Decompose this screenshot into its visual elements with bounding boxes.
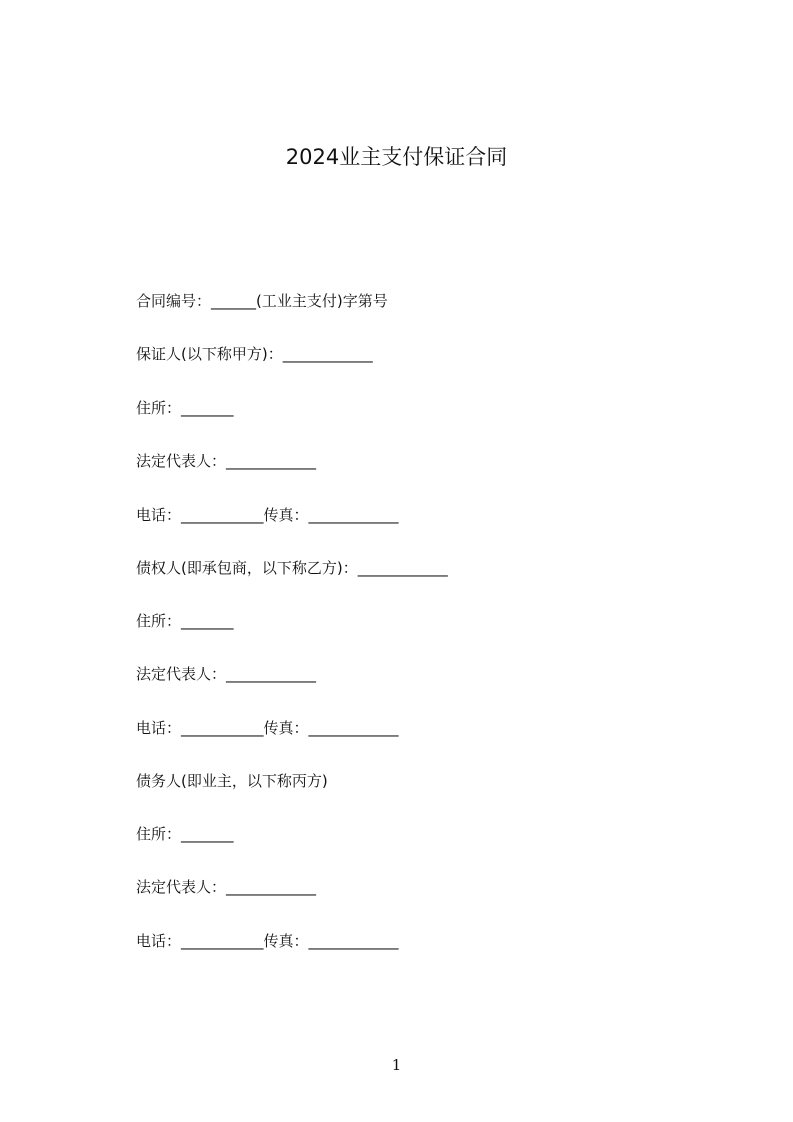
guarantor-representative-line: 法定代表人：____________ <box>136 452 317 470</box>
debtor-representative-line: 法定代表人：____________ <box>136 878 317 896</box>
contract-number-line: 合同编号：______(工业主支付)字第号 <box>136 292 388 310</box>
page-number: 1 <box>391 1056 402 1074</box>
creditor-representative-line: 法定代表人：____________ <box>136 665 317 683</box>
debtor-address-line: 住所：_______ <box>136 825 234 843</box>
guarantor-line: 保证人(以下称甲方)：____________ <box>136 345 373 363</box>
creditor-line: 债权人(即承包商，以下称乙方)：____________ <box>136 559 448 577</box>
document-title: 2024业主支付保证合同 <box>285 145 508 169</box>
debtor-line: 债务人(即业主，以下称丙方) <box>136 772 328 790</box>
guarantor-address-line: 住所：_______ <box>136 399 234 417</box>
guarantor-phone-fax-line: 电话：___________传真：____________ <box>136 506 399 524</box>
creditor-address-line: 住所：_______ <box>136 612 234 630</box>
creditor-phone-fax-line: 电话：___________传真：____________ <box>136 719 399 737</box>
debtor-phone-fax-line: 电话：___________传真：____________ <box>136 932 399 950</box>
